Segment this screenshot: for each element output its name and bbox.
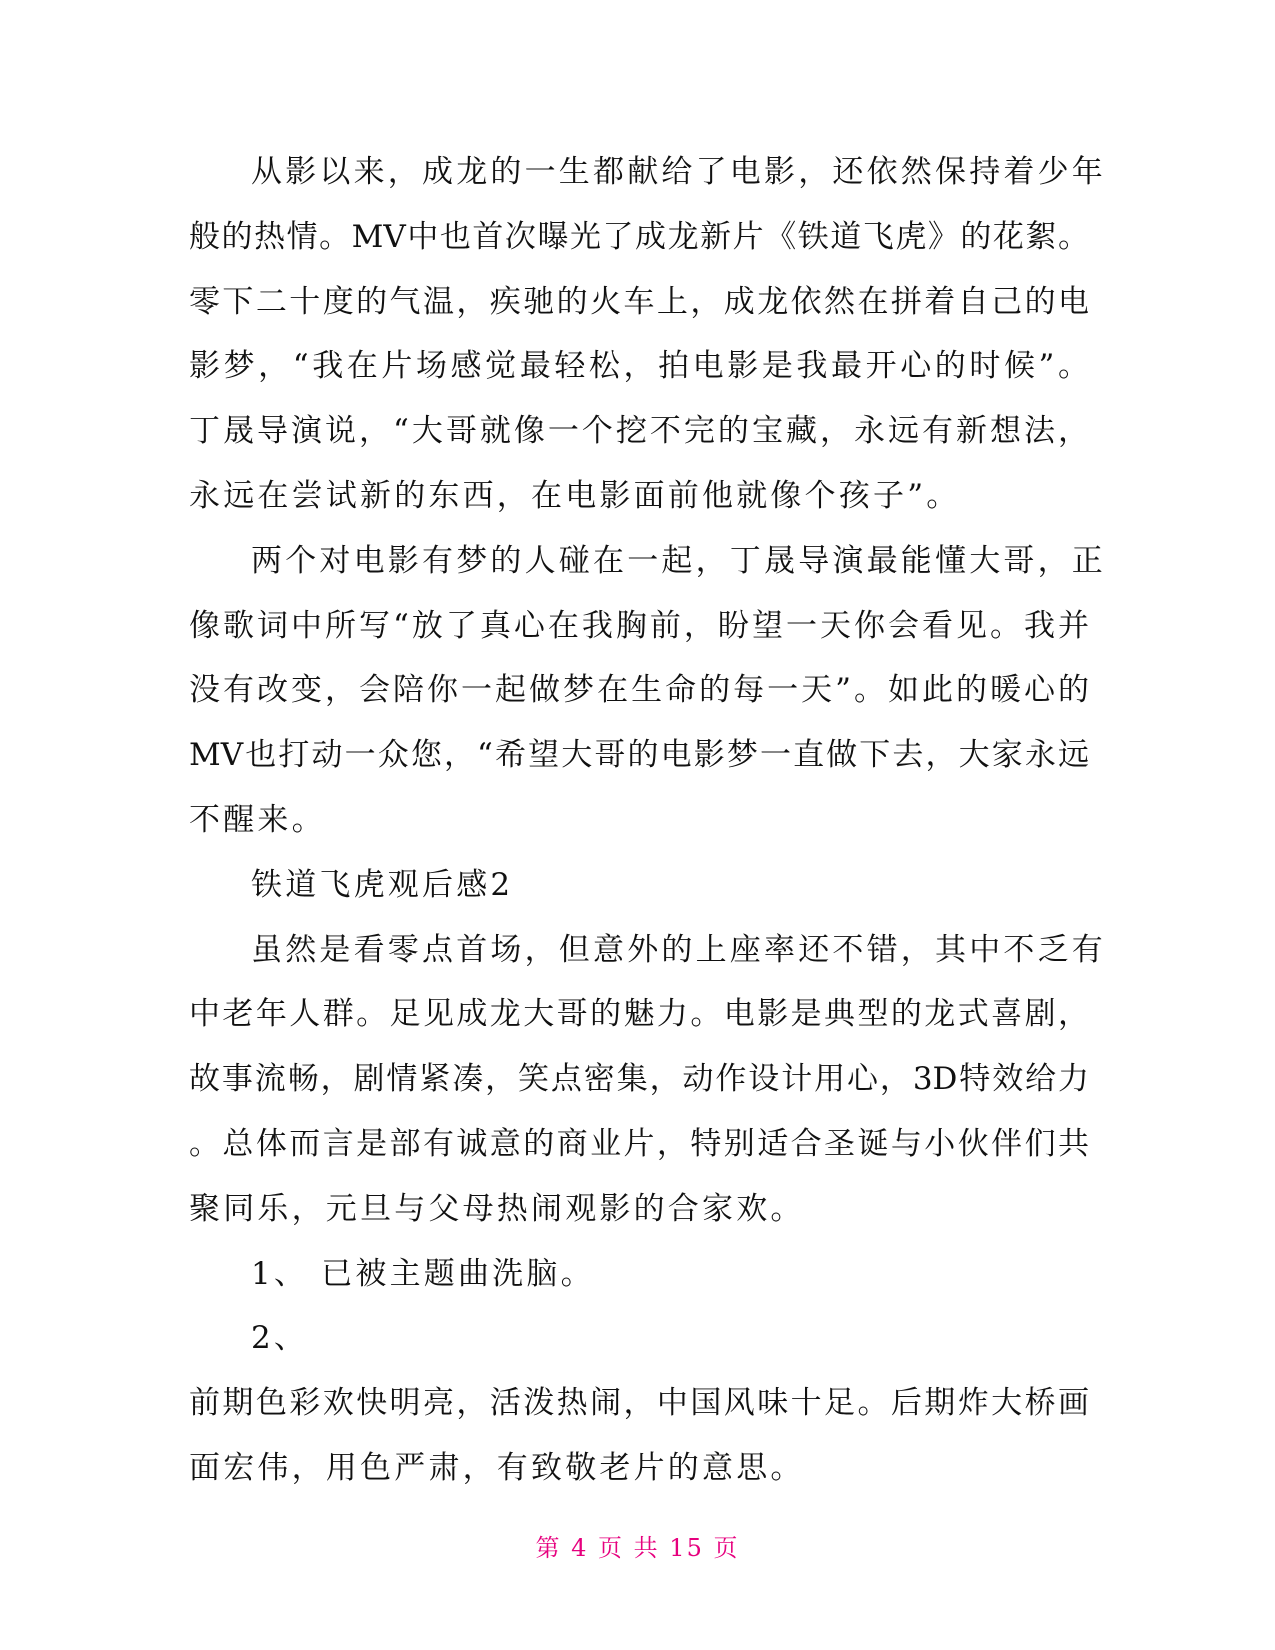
text-line: 没有改变，会陪你一起做梦在生命的每一天”。如此的暖心的 [189, 672, 1089, 709]
text-line: 。总体而言是部有诚意的商业片，特别适合圣诞与小伙伴们共 [189, 1125, 1089, 1162]
text-line: 故事流畅，剧情紧凑，笑点密集，动作设计用心，3D特效给力 [189, 1061, 1089, 1098]
text-line: 中老年人群。足见成龙大哥的魅力。电影是典型的龙式喜剧， [189, 996, 1089, 1033]
text-line: 从影以来，成龙的一生都献给了电影，还依然保持着少年 [251, 154, 1106, 190]
text-line: MV也打动一众您，“希望大哥的电影梦一直做下去，大家永远 [189, 737, 1089, 774]
text-line: 般的热情。MV中也首次曝光了成龙新片《铁道飞虎》的花絮。 [189, 218, 1089, 255]
text-line: 零下二十度的气温，疾驰的火车上，成龙依然在拼着自己的电 [189, 283, 1089, 320]
text-line: 丁晟导演说，“大哥就像一个挖不完的宝藏，永远有新想法， [189, 413, 1089, 450]
document-body [189, 140, 1106, 1501]
text-line: 两个对电影有梦的人碰在一起，丁晟导演最能懂大哥，正 [251, 542, 1106, 579]
text-line: 像歌词中所写“放了真心在我胸前，盼望一天你会看见。我并 [189, 607, 1089, 644]
text-line: 虽然是看零点首场，但意外的上座率还不错，其中不乏有 [251, 931, 1106, 968]
text-line: 不醒来。 [189, 801, 326, 838]
list-item: 1、 已被主题曲洗脑。 [251, 1255, 595, 1292]
section-heading: 铁道飞虎观后感2 [251, 866, 514, 903]
page-number-footer: 第 4 页 共 15 页 [535, 1534, 740, 1562]
text-line: 面宏伟，用色严肃，有致敬老片的意思。 [189, 1449, 805, 1486]
text-line: 聚同乐，元旦与父母热闹观影的合家欢。 [189, 1190, 805, 1227]
list-item: 2、 [251, 1320, 309, 1357]
text-line: 永远在尝试新的东西，在电影面前他就像个孩子”。 [189, 477, 961, 514]
text-line: 影梦，“我在片场感觉最轻松，拍电影是我最开心的时候”。 [189, 348, 1089, 385]
text-line: 前期色彩欢快明亮，活泼热闹，中国风味十足。后期炸大桥画 [189, 1385, 1089, 1422]
